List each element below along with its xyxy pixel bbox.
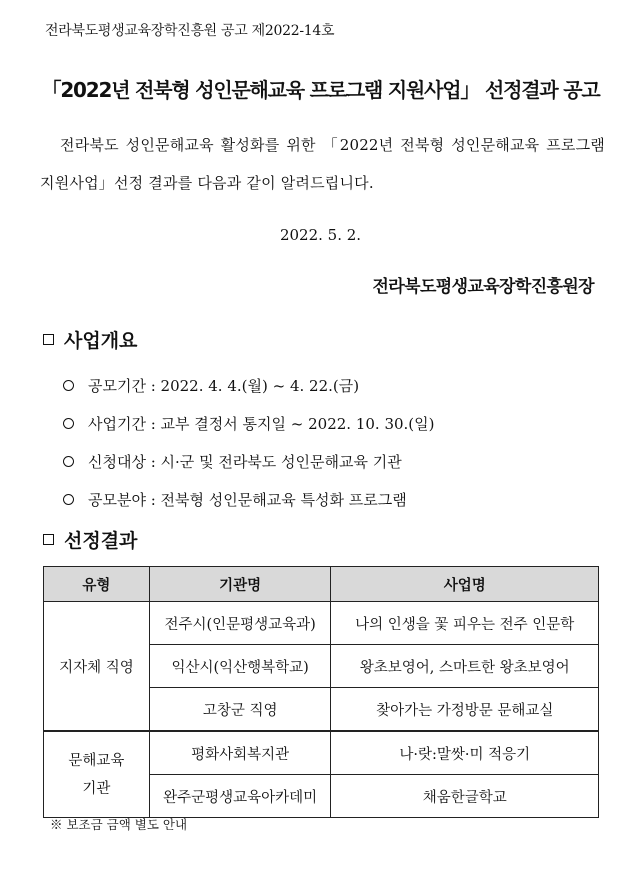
announcement-date: 2022. 5. 2. <box>279 226 362 244</box>
list-item-text: 공모분야 : 전북형 성인문해교육 특성화 프로그램 <box>88 490 407 509</box>
type-cell-line: 기관 <box>82 780 111 797</box>
project-cell: 나·랏:말쌋·미 적응기 <box>331 731 599 775</box>
page-title: 「2022년 전북형 성인문해교육 프로그램 지원사업」 선정결과 공고 <box>41 78 600 102</box>
issuer-name: 전라북도평생교육장학진흥원장 <box>372 277 594 297</box>
org-cell: 완주군평생교육아카데미 <box>149 775 331 818</box>
section-title: 사업개요 <box>64 330 138 352</box>
section-results-heading <box>43 526 137 553</box>
project-cell: 나의 인생을 꽃 피우는 전주 인문학 <box>331 602 599 645</box>
org-cell: 전주시(인문평생교육과) <box>149 602 331 645</box>
org-cell: 익산시(익산행복학교) <box>149 645 331 688</box>
results-table <box>43 566 599 818</box>
table-header-row <box>44 567 599 602</box>
column-header-project: 사업명 <box>331 567 599 602</box>
circle-bullet-icon <box>63 494 74 505</box>
list-item-text: 사업기간 : 교부 결정서 통지일 ~ 2022. 10. 30.(일) <box>88 414 435 433</box>
project-cell: 찾아가는 가정방문 문해교실 <box>331 688 599 732</box>
list-item <box>63 366 603 404</box>
table-row <box>44 731 599 775</box>
type-cell: 지자체 직영 <box>44 602 150 732</box>
square-bullet-icon <box>43 334 54 345</box>
type-cell-line: 문해교육 <box>68 752 125 769</box>
project-cell: 채움한글학교 <box>331 775 599 818</box>
section-title: 선정결과 <box>64 530 138 552</box>
type-cell <box>44 731 150 818</box>
list-item <box>63 404 603 442</box>
table-row <box>44 602 599 645</box>
footnote: ※ 보조금 금액 별도 안내 <box>50 817 188 832</box>
section-overview-heading <box>43 326 137 353</box>
column-header-type: 유형 <box>44 567 150 602</box>
circle-bullet-icon <box>63 380 74 391</box>
document-number: 전라북도평생교육장학진흥원 공고 제2022-14호 <box>45 23 335 39</box>
intro-paragraph: 전라북도 성인문해교육 활성화를 위한 「2022년 전북형 성인문해교육 프로그램 지원사업」선정 결과를 다음과 같이 알려드립니다. <box>40 136 605 192</box>
column-header-org: 기관명 <box>149 567 331 602</box>
list-item-text: 신청대상 : 시·군 및 전라북도 성인문해교육 기관 <box>88 452 402 471</box>
circle-bullet-icon <box>63 456 74 467</box>
square-bullet-icon <box>43 534 54 545</box>
list-item-text: 공모기간 : 2022. 4. 4.(월) ~ 4. 22.(금) <box>88 376 360 395</box>
org-cell: 평화사회복지관 <box>149 731 331 775</box>
project-cell: 왕초보영어, 스마트한 왕초보영어 <box>331 645 599 688</box>
list-item <box>63 480 603 518</box>
overview-list <box>63 366 603 518</box>
org-cell: 고창군 직영 <box>149 688 331 732</box>
circle-bullet-icon <box>63 418 74 429</box>
list-item <box>63 442 603 480</box>
